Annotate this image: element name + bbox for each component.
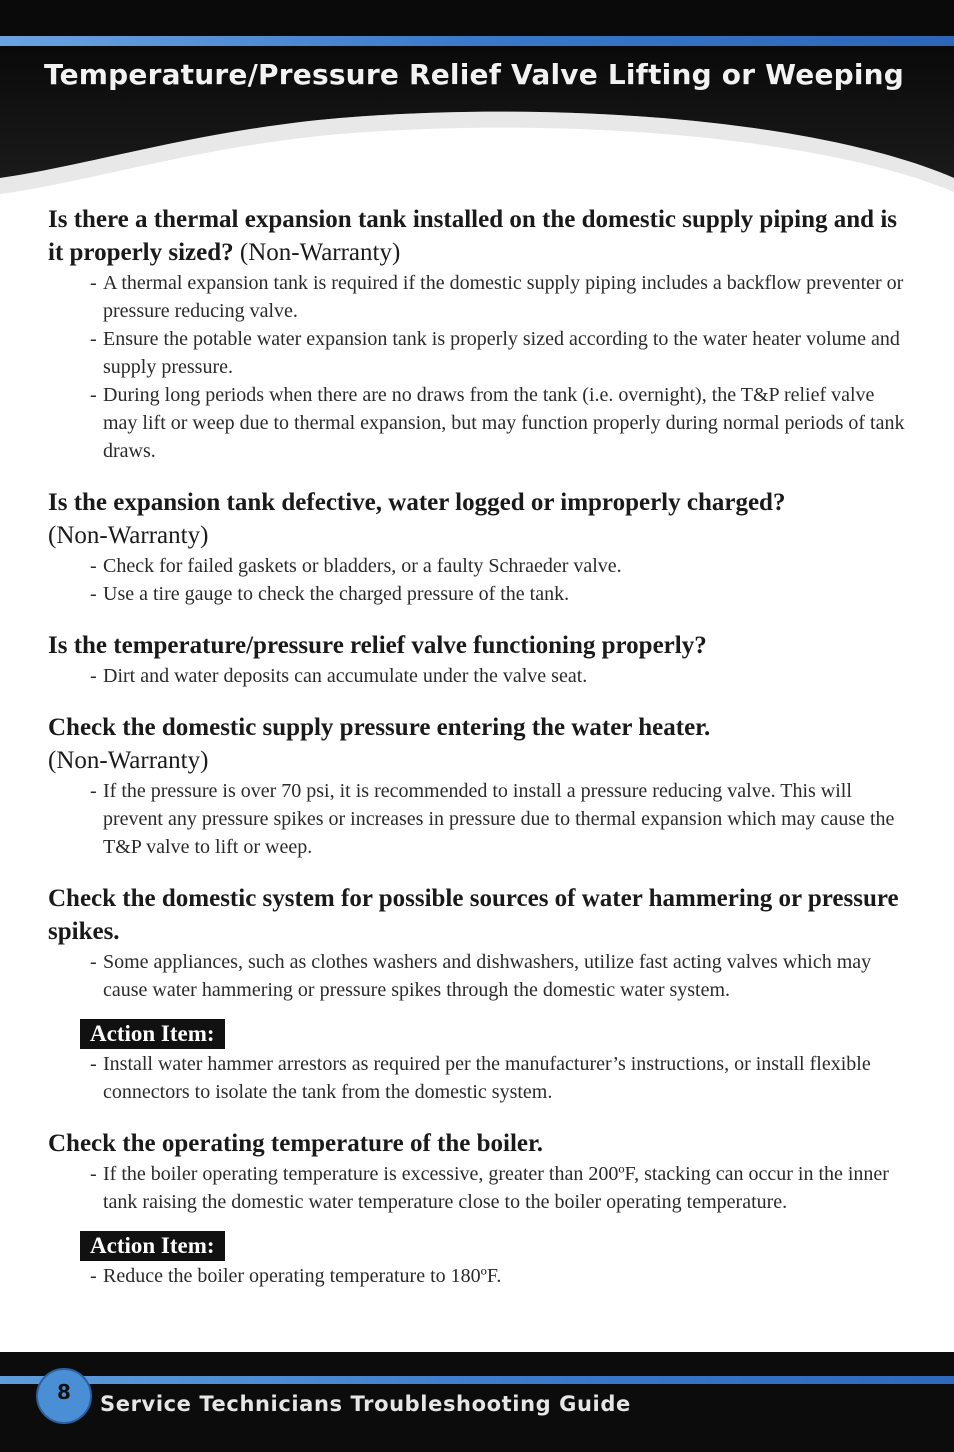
check-list [48,1160,908,1216]
section-relief-valve-function [48,629,908,690]
question-text: Check the operating temperature of the boiler. [48,1130,544,1157]
section-water-hammering [48,882,908,1106]
page-footer [0,1352,954,1452]
action-item-label: Action Item: [80,1019,225,1049]
question-heading [48,882,908,948]
question-text: Is the temperature/pressure relief valve functioning properly? [48,632,707,659]
question-heading [48,486,908,552]
list-item: - Check for failed gaskets or bladders, or a faulty Schraeder valve. [90,552,908,580]
check-list [48,662,908,690]
non-warranty-note: (Non-Warranty) [48,747,209,774]
list-item: - Use a tire gauge to check the charged pressure of the tank. [90,580,908,608]
section-expansion-tank-defective [48,486,908,608]
question-heading [48,629,908,662]
action-item-label: Action Item: [80,1231,225,1261]
guide-title: Service Technicians Troubleshooting Guide [100,1392,631,1416]
check-list [48,948,908,1004]
action-list-item: - Reduce the boiler operating temperature to 180ºF. [90,1262,908,1290]
non-warranty-note: (Non-Warranty) [239,239,401,266]
question-heading [48,203,908,269]
page-header [0,0,954,200]
question-text: Is there a thermal expansion tank installed on the domestic supply piping and is it properly sized? [48,206,897,266]
check-list [48,552,908,608]
question-text: Check the domestic system for possible sources of water hammering or pressure spikes. [48,885,899,945]
action-list-item: - Install water hammer arrestors as required per the manufacturer’s instructions, or install flexible connectors to isolate the tank from the domestic system. [90,1050,908,1106]
question-heading [48,711,908,777]
list-item: - Dirt and water deposits can accumulate under the valve seat. [90,662,908,690]
check-list [48,777,908,861]
list-item: - If the pressure is over 70 psi, it is recommended to install a pressure reducing valve. This will prevent any pressure spikes or increases in pressure due to thermal expansion which may cause the T&P valve to lift or weep. [90,777,908,861]
list-item: - Some appliances, such as clothes washers and dishwashers, utilize fast acting valves which may cause water hammering or pressure spikes through the domestic water system. [90,948,908,1004]
question-text: Is the expansion tank defective, water logged or improperly charged? [48,489,786,516]
question-heading [48,1127,908,1160]
section-boiler-temperature [48,1127,908,1290]
check-list [48,269,908,465]
section-supply-pressure [48,711,908,861]
non-warranty-note: (Non-Warranty) [48,522,209,549]
action-list [48,1262,908,1290]
troubleshooting-content [48,203,908,1311]
list-item: - If the boiler operating temperature is excessive, greater than 200ºF, stacking can occur in the inner tank raising the domestic water temperature close to the boiler operating temperature. [90,1160,908,1216]
section-expansion-tank-installed [48,203,908,465]
page-title: Temperature/Pressure Relief Valve Lifting or Weeping [44,58,905,91]
page-number: 8 [57,1380,71,1404]
header-banner-graphic [0,0,954,200]
question-text: Check the domestic supply pressure entering the water heater. [48,714,711,741]
action-list [48,1050,908,1106]
list-item: - Ensure the potable water expansion tank is properly sized according to the water heater volume and supply pressure. [90,325,908,381]
list-item: - During long periods when there are no draws from the tank (i.e. overnight), the T&P relief valve may lift or weep due to thermal expansion, but may function properly during normal periods of tank draws. [90,381,908,465]
list-item: - A thermal expansion tank is required if the domestic supply piping includes a backflow preventer or pressure reducing valve. [90,269,908,325]
